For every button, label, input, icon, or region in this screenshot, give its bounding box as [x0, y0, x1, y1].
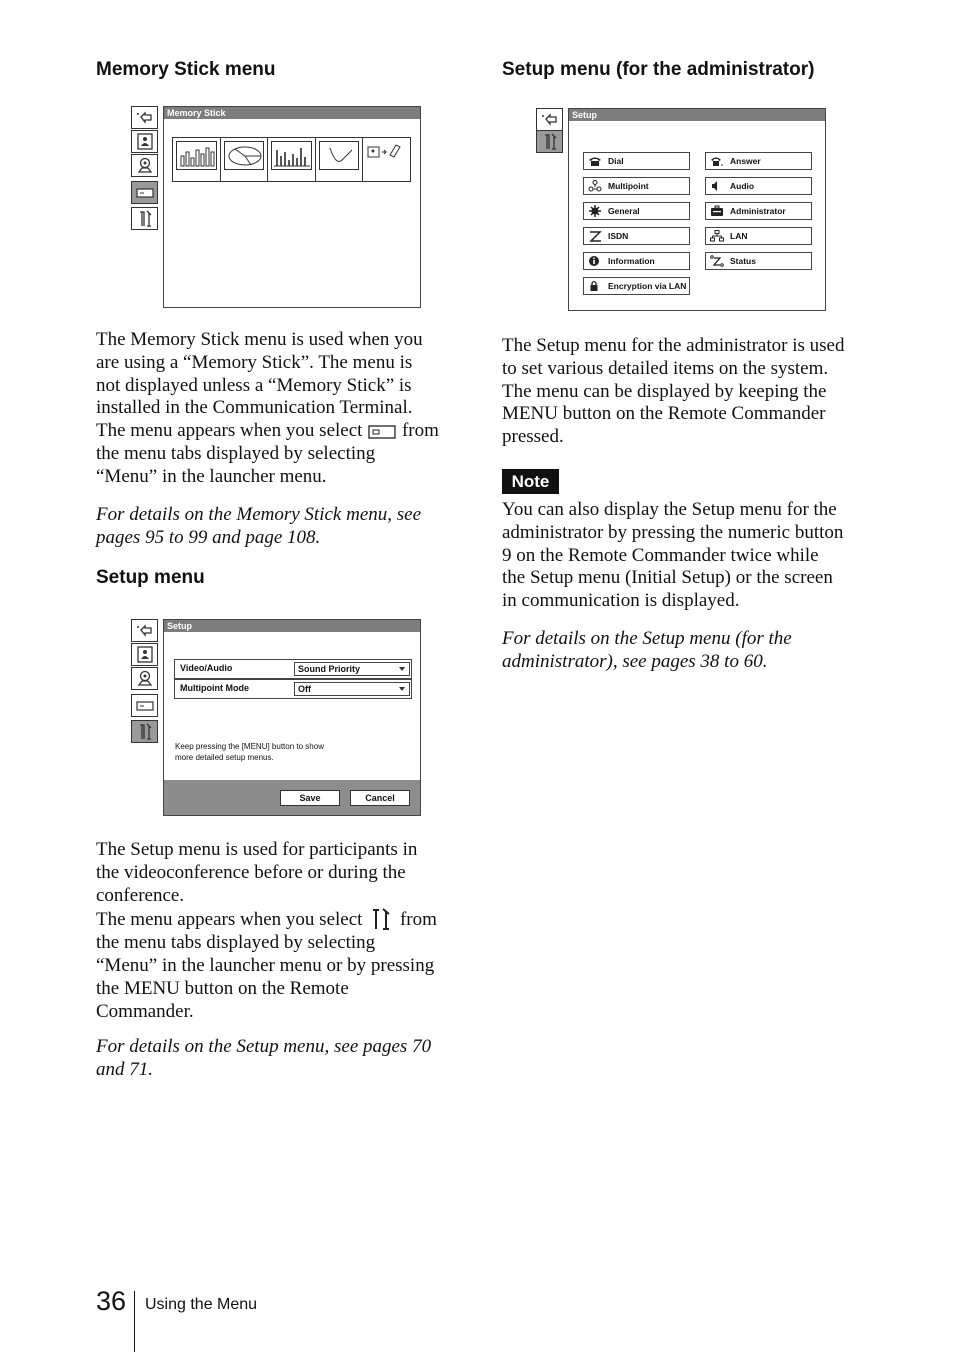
back-arrow-icon — [135, 622, 155, 639]
answer-button[interactable]: Answer — [705, 152, 812, 170]
tab-setup[interactable] — [536, 130, 563, 153]
multipoint-mode-row — [174, 679, 412, 699]
camera-icon — [135, 157, 155, 174]
admin-setup-screen-title: Setup — [569, 109, 825, 121]
thumbnail-bar-chart[interactable] — [173, 138, 221, 181]
admin-setup-description: The Setup menu for the administrator is used to set various detailed items on the system. The menu can be displayed by keeping the MENU button on the Remote Commander pressed. — [502, 335, 845, 448]
tools-icon — [135, 723, 155, 740]
camera-icon — [135, 670, 155, 687]
video-audio-select[interactable]: Sound Priority — [294, 662, 410, 676]
tools-icon — [367, 907, 395, 931]
multipoint-icon — [588, 180, 602, 192]
multipoint-mode-select[interactable]: Off — [294, 682, 410, 696]
memory-stick-description: The Memory Stick menu is used when you are using a “Memory Stick”. The menu is not displayed unless a “Memory Stick” is installed in the Communication Terminal. The menu appears when you select from the menu tabs displayed by selecting “Menu” in the launcher menu. — [96, 329, 439, 487]
setup-screen-title: Setup — [164, 620, 420, 632]
save-button[interactable]: Save — [280, 790, 340, 806]
admin-setup-heading: Setup menu (for the administrator) — [502, 59, 815, 80]
back-arrow-icon — [540, 111, 560, 128]
tab-person[interactable] — [131, 130, 158, 153]
audio-button[interactable]: Audio — [705, 177, 812, 195]
chevron-down-icon — [399, 687, 405, 691]
network-icon — [710, 230, 724, 242]
note-badge: Note — [502, 469, 559, 494]
multipoint-mode-label: Multipoint Mode — [180, 683, 249, 693]
tab-memory-stick[interactable] — [131, 694, 158, 717]
memory-stick-icon — [135, 697, 155, 714]
cancel-button[interactable]: Cancel — [350, 790, 410, 806]
tools-icon — [135, 210, 155, 227]
video-audio-label: Video/Audio — [180, 663, 233, 673]
footer-divider — [134, 1291, 135, 1352]
memory-stick-screen — [163, 106, 421, 308]
video-audio-row — [174, 659, 412, 679]
administrator-button[interactable]: Administrator — [705, 202, 812, 220]
setup-footer — [164, 780, 420, 815]
isdn-button[interactable]: ISDN — [583, 227, 690, 245]
thumbnail-column-chart[interactable] — [268, 138, 316, 181]
information-button[interactable]: Information — [583, 252, 690, 270]
setup-description: The Setup menu is used for participants in the videoconference before or during the conference. The menu appears when you select from the menu tabs displayed by selecting “Menu” in the launcher menu or by pressing the MENU button on the Remote Commander. — [96, 839, 437, 1022]
thumbnail-pie-chart[interactable] — [221, 138, 269, 181]
thumbnail-line-chart[interactable] — [316, 138, 364, 181]
page-number: 36 — [96, 1286, 127, 1316]
tab-back[interactable] — [131, 619, 158, 642]
multipoint-button[interactable]: Multipoint — [583, 177, 690, 195]
bar-chart-icon — [177, 142, 217, 169]
encryption-via-lan-button[interactable]: Encryption via LAN — [583, 277, 690, 295]
tab-camera[interactable] — [131, 154, 158, 177]
info-icon — [588, 255, 602, 267]
lock-icon — [588, 280, 602, 292]
isdn-icon — [588, 230, 602, 242]
setup-screen — [163, 619, 421, 816]
thumbnail-export[interactable] — [363, 138, 410, 181]
tab-setup[interactable] — [131, 207, 158, 230]
note-text: You can also display the Setup menu for the administrator by pressing the numeric button 9 on the Remote Commander twice while the Setup menu (Initial Setup) or the screen in communication is displayed. — [502, 499, 844, 612]
back-arrow-icon — [135, 109, 155, 126]
memory-stick-icon — [367, 423, 397, 440]
status-button[interactable]: Status — [705, 252, 812, 270]
column-chart-icon — [272, 142, 312, 169]
phone-answer-icon — [710, 155, 724, 167]
export-image-icon — [366, 141, 406, 168]
admin-setup-screen — [568, 108, 826, 311]
tab-back[interactable] — [131, 106, 158, 129]
memory-stick-reference: For details on the Memory Stick menu, see pages 95 to 99 and page 108. — [96, 504, 422, 548]
admin-setup-reference: For details on the Setup menu (for the administrator), see pages 38 to 60. — [502, 628, 792, 672]
person-icon — [135, 133, 155, 150]
speaker-icon — [710, 180, 724, 192]
tools-icon — [540, 133, 560, 150]
tab-person[interactable] — [131, 643, 158, 666]
tab-back[interactable] — [536, 108, 563, 131]
status-icon — [710, 255, 724, 267]
phone-icon — [588, 155, 602, 167]
tab-camera[interactable] — [131, 667, 158, 690]
line-chart-icon — [320, 142, 360, 169]
toolbox-icon — [710, 205, 724, 217]
memory-stick-thumbnails — [172, 137, 411, 182]
setup-heading: Setup menu — [96, 567, 205, 588]
memory-stick-icon — [135, 184, 155, 201]
general-button[interactable]: General — [583, 202, 690, 220]
tab-setup[interactable] — [131, 720, 158, 743]
person-icon — [135, 646, 155, 663]
section-title: Using the Menu — [145, 1296, 258, 1313]
gear-icon — [588, 205, 602, 217]
memory-stick-heading: Memory Stick menu — [96, 59, 276, 80]
pie-chart-icon — [225, 142, 265, 169]
dial-button[interactable]: Dial — [583, 152, 690, 170]
lan-button[interactable]: LAN — [705, 227, 812, 245]
setup-hint: Keep pressing the [MENU] button to show more detailed setup menus. — [175, 742, 324, 762]
setup-reference: For details on the Setup menu, see pages 70 and 71. — [96, 1036, 432, 1080]
tab-memory-stick[interactable] — [131, 181, 158, 204]
memory-stick-screen-title: Memory Stick — [164, 107, 420, 119]
chevron-down-icon — [399, 667, 405, 671]
